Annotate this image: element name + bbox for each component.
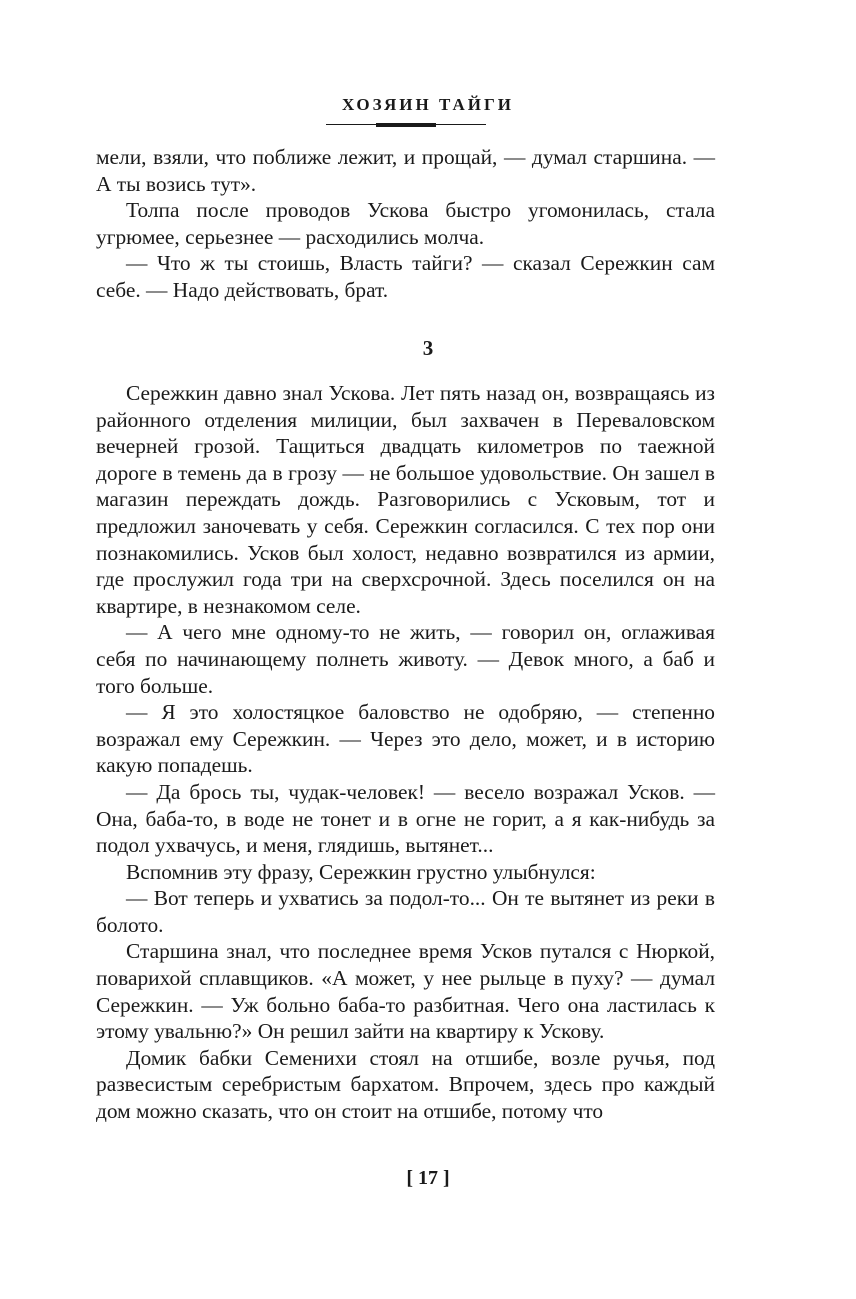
paragraph: мели, взяли, что поближе лежит, и прощай, — думал старшина. — А ты возись тут». [96, 145, 715, 196]
text-block-chapter-body [96, 380, 715, 1125]
paragraph: Толпа после проводов Ускова быстро угомонилась, стала угрюмее, серьезнее — расходились молча. [96, 198, 715, 249]
paragraph: — Да брось ты, чудак-человек! — весело возражал Усков. — Она, баба-то, в воде не тонет и в огне не горит, а я как-нибудь за подол ухвачусь, и меня, глядишь, вытянет... [96, 779, 715, 858]
paragraph: Вспомнив эту фразу, Сережкин грустно улыбнулся: [126, 859, 596, 884]
paragraph: Домик бабки Семенихи стоял на отшибе, возле ручья, под развесистым серебристым бархатом. Впрочем, здесь про каждый дом можно сказать, что он стоит на отшибе, потому что [96, 1045, 715, 1124]
chapter-number: 3 [422, 336, 434, 360]
paragraph: — Что ж ты стоишь, Власть тайги? — сказал Сережкин сам себе. — Надо действовать, брат. [96, 251, 715, 302]
running-head: ХОЗЯИН ТАЙГИ [342, 95, 514, 114]
page-number: [ 17 ] [406, 1167, 450, 1189]
paragraph: Сережкин давно знал Ускова. Лет пять назад он, возвращаясь из районного отделения милиции, был захвачен в Перевaловском вечерней грозой. Тащиться двадцать километров по таежной дороге в темень да в грозу — не большое удовольствие. Он зашел в магазин переждать дождь. Разговорились с Усковым, тот и предложил заночевать у себя. Сережкин согласился. С тех пор они познакомились. Усков был холост, недавно возвратился из армии, где прослужил года три на сверхсрочной. Здесь поселился он на квартире, в незнакомом селе. [96, 381, 715, 618]
running-head-rule-accent [376, 123, 436, 127]
paragraph: — Я это холостяцкое баловство не одобряю, — степенно возражал ему Сережкин. — Через это дело, может, и в историю какую попадешь. [96, 700, 715, 778]
text-block-before-chapter [96, 144, 715, 304]
paragraph: — А чего мне одному-то не жить, — говорил он, оглаживая себя по начинающему полнеть животу. — Девок много, а баб и того больше. [96, 620, 715, 698]
paragraph: — Вот теперь и ухватись за подол-то... Он те вытянет из реки в болото. [96, 886, 715, 937]
paragraph: Старшина знал, что последнее время Усков путался с Нюркой, поварихой сплавщиков. «А может, у нее рыльце в пуху? — думал Сережкин. — Уж больно баба-то разбитная. Чего она ластилась к этому увальню?» Он решил зайти на квартиру к Ускову. [96, 939, 715, 1044]
